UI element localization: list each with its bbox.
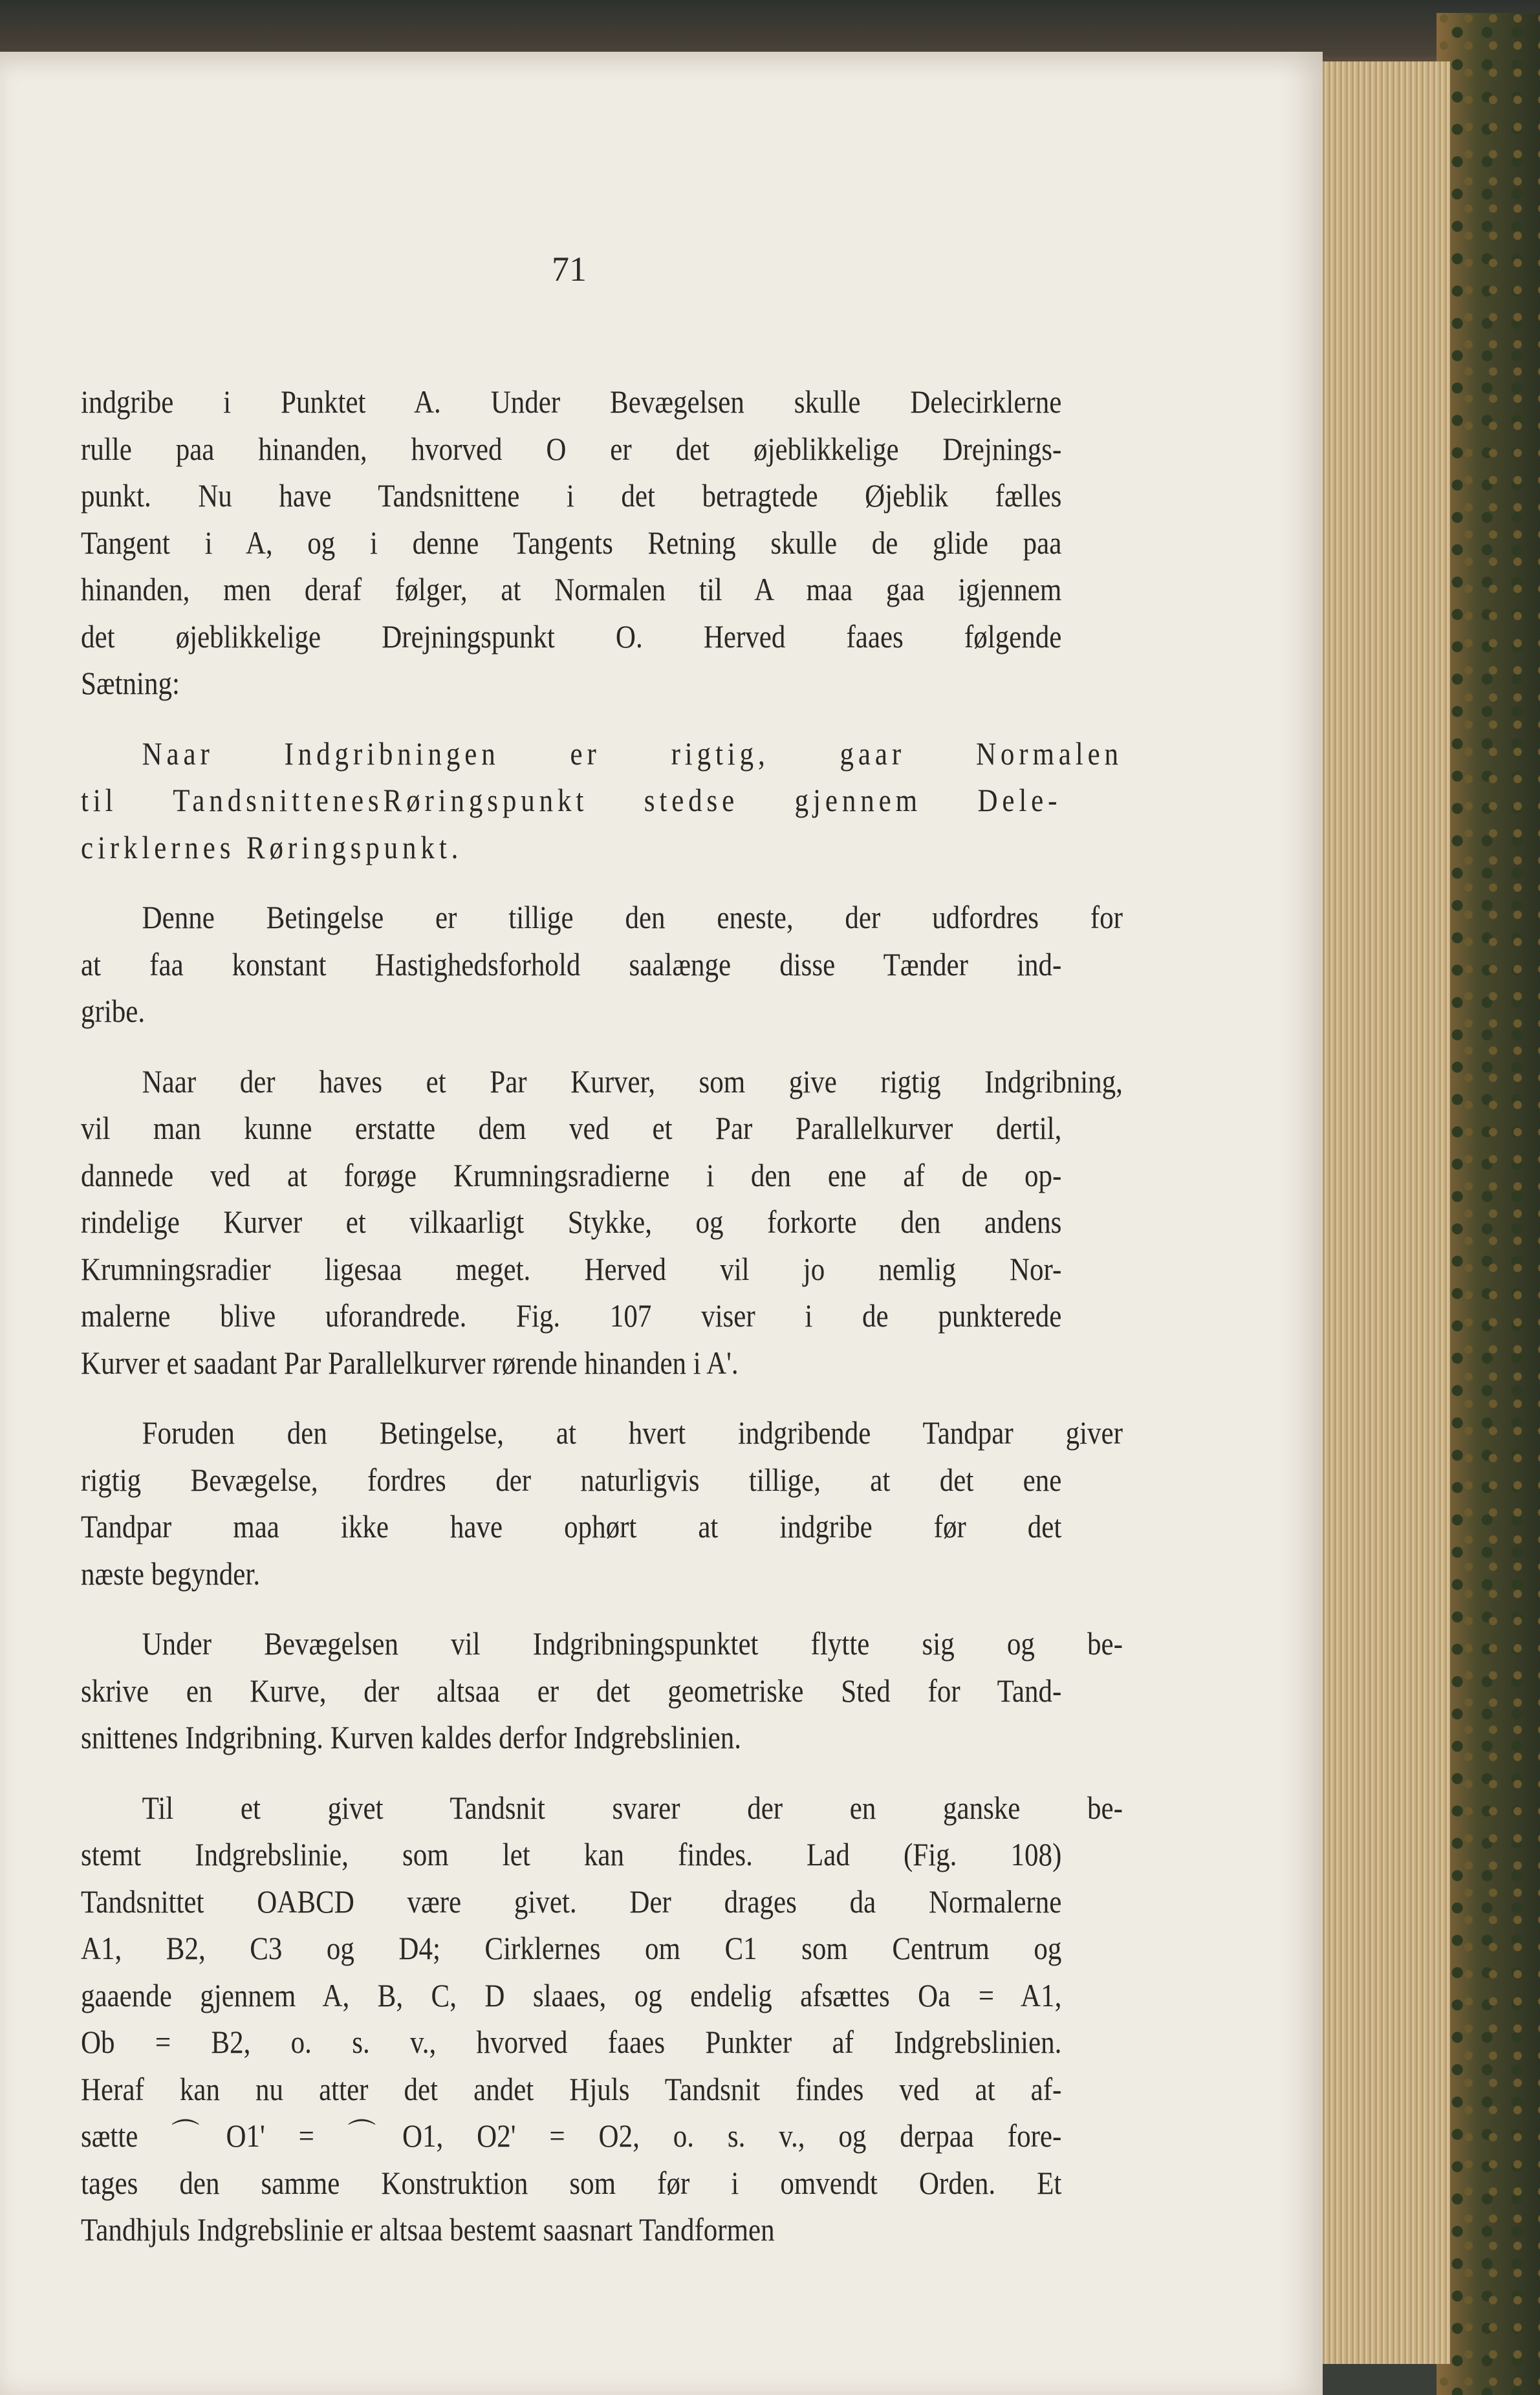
text-line: Naar Indgribningen er rigtig, gaar Normalen [142,735,1123,772]
text-line: malerne blive uforandrede. Fig. 107 viser i de punkterede [81,1297,1062,1334]
text-line: Tangent i A, og i denne Tangents Retning skulle de glide paa [81,524,1062,561]
text-line: Til et givet Tandsnit svarer der en ganske be- [142,1789,1123,1826]
text-line: gribe. [81,993,146,1029]
paragraph [81,378,1064,707]
text-line: Foruden den Betingelse, at hvert indgribende Tandpar giver [142,1414,1123,1451]
text-line: sætte ⌒O1' = ⌒O1, O2' = O2, o. s. v., og derpaa fore- [81,2118,1062,2154]
text-line: A1, B2, C3 og D4; Cirklernes om C1 som Centrum og [81,1930,1062,1966]
book-page [0,52,1323,2395]
paragraph [81,1784,1123,2253]
text-line: snittenes Indgribning. Kurven kaldes derfor Indgrebslinien. [81,1719,742,1755]
text-line: cirklernes Røringspunkt. [81,829,463,865]
text-line: vil man kunne erstatte dem ved et Par Parallelkurver dertil, [81,1110,1062,1146]
text-line: næste begynder. [81,1555,261,1592]
text-line: rindelige Kurver et vilkaarligt Stykke, og forkorte den andens [81,1204,1062,1240]
paragraph [81,1620,1123,1761]
text-line: tages den samme Konstruktion som før i omvendt Orden. Et [81,2164,1062,2201]
text-line: Heraf kan nu atter det andet Hjuls Tandsnit findes ved at af- [81,2070,1062,2107]
text-line: Naar der haves et Par Kurver, som give rigtig Indgribning, [142,1063,1123,1100]
text-line: dannede ved at forøge Krumningsradierne i den ene af de op- [81,1156,1062,1193]
text-line: Sætning: [81,665,180,701]
text-line: til TandsnittenesRøringspunkt stedse gjennem Dele- [81,782,1062,818]
text-line: punkt. Nu have Tandsnittene i det betragtede Øjeblik fælles [81,477,1062,514]
paragraph [81,894,1123,1035]
text-line: at faa konstant Hastighedsforhold saalænge disse Tænder ind- [81,946,1062,982]
text-line: rigtig Bevægelse, fordres der naturligvis tillige, at det ene [81,1461,1062,1498]
body-text [81,378,1123,2253]
text-line: gaaende gjennem A, B, C, D slaaes, og endelig afsættes Oa = A1, [81,1977,1062,2013]
paragraph [81,1058,1123,1387]
text-line: Tandpar maa ikke have ophørt at indgribe før det [81,1508,1062,1544]
marbled-cover [1437,13,1540,2395]
text-line: Tandsnittet OABCD være givet. Der drages da Normalerne [81,1883,1062,1920]
text-line: Tandhjuls Indgrebslinie er altsaa bestemt saasnart Tandformen [81,2211,775,2248]
text-line: Krumningsradier ligesaa meget. Herved vil jo nemlig Nor- [81,1250,1062,1287]
text-line: skrive en Kurve, der altsaa er det geometriske Sted for Tand- [81,1672,1062,1709]
text-line: Under Bevægelsen vil Indgribningspunktet flytte sig og be- [142,1625,1123,1662]
text-line: Ob = B2, o. s. v., hvorved faaes Punkter af Indgrebslinien. [81,2024,1062,2060]
text-line: hinanden, men deraf følger, at Normalen til A maa gaa igjennem [81,571,1062,607]
page-block-edge [1319,61,1450,2364]
text-line: Denne Betingelse er tillige den eneste, der udfordres for [142,899,1123,935]
text-line: indgribe i Punktet A. Under Bevægelsen skulle Delecirklerne [81,384,1062,420]
text-line: rulle paa hinanden, hvorved O er det øjeblikkelige Drejnings- [81,430,1062,467]
text-line: stemt Indgrebslinie, som let kan findes. Lad (Fig. 108) [81,1836,1062,1872]
paragraph [81,1409,1123,1597]
text-line: det øjeblikkelige Drejningspunkt O. Herved faaes følgende [81,618,1062,655]
page-number: 71 [552,250,587,288]
text-line: Kurver et saadant Par Parallelkurver rørende hinanden i A'. [81,1344,739,1381]
paragraph [81,730,1123,871]
